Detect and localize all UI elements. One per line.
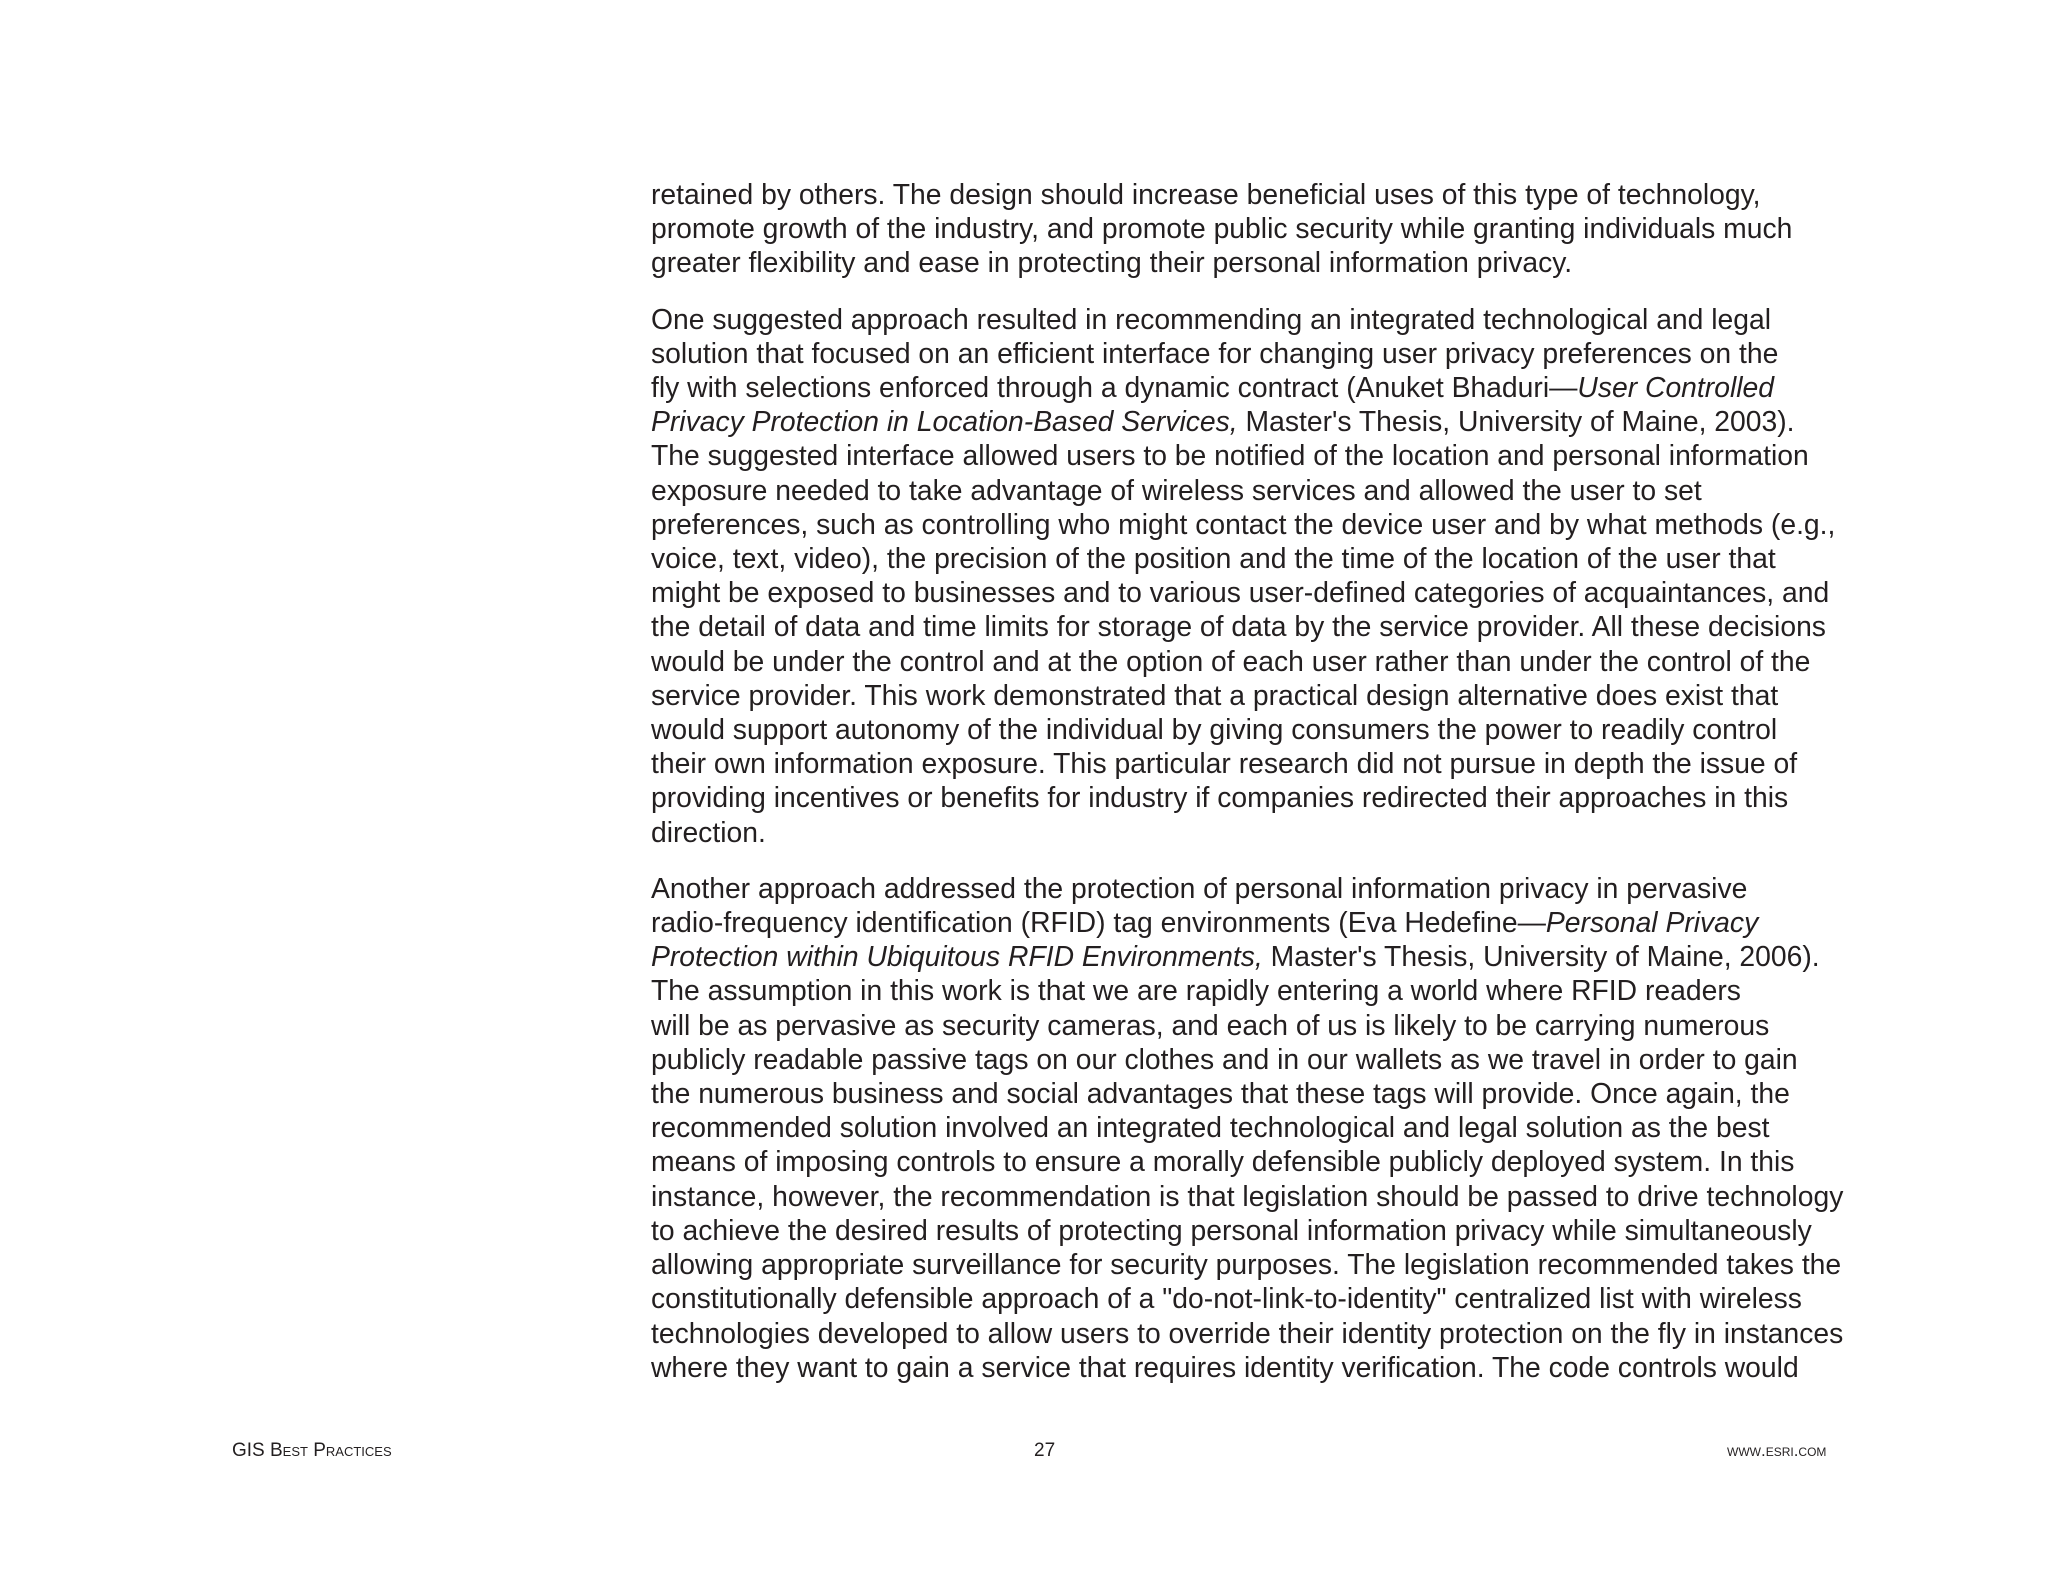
text-segment: might be exposed to businesses and to various user-defined categories of acquaintances, and	[651, 576, 1830, 609]
text-line	[651, 473, 1866, 507]
italic-citation-title: Personal Privacy	[1545, 906, 1759, 939]
text-line	[651, 712, 1866, 746]
text-segment: would be under the control and at the option of each user rather than under the control of the	[651, 644, 1811, 677]
text-segment: Master's Thesis, University of Maine, 2006).	[1262, 940, 1820, 973]
text-segment: instance, however, the recommendation is that legislation should be passed to drive technology	[651, 1179, 1844, 1212]
text-segment: One suggested approach resulted in recommending an integrated technological and legal	[651, 302, 1772, 335]
page-number: 27	[1034, 1440, 1056, 1461]
text-segment: voice, text, video), the precision of the position and the time of the location of the user that	[651, 542, 1776, 575]
text-segment: The suggested interface allowed users to be notified of the location and personal information	[651, 439, 1809, 472]
text-line	[651, 678, 1866, 712]
text-line	[651, 438, 1866, 472]
text-line	[651, 780, 1866, 814]
text-segment: providing incentives or benefits for industry if companies redirected their approaches in this	[651, 781, 1789, 814]
text-line	[651, 245, 1866, 279]
italic-citation-title: Protection within Ubiquitous RFID Environments,	[651, 940, 1263, 973]
text-segment: The assumption in this work is that we are rapidly entering a world where RFID readers	[651, 974, 1741, 1007]
text-line	[651, 507, 1866, 541]
text-segment: the detail of data and time limits for storage of data by the service provider. All these decisions	[651, 610, 1826, 643]
text-line	[651, 609, 1866, 643]
text-segment: solution that focused on an efficient interface for changing user privacy preferences on the	[651, 336, 1779, 369]
text-line	[651, 1008, 1866, 1042]
body-text	[651, 177, 1866, 1406]
text-line	[651, 1110, 1866, 1144]
text-line	[651, 404, 1866, 438]
text-line	[651, 1247, 1866, 1281]
text-segment: recommended solution involved an integrated technological and legal solution as the best	[651, 1111, 1770, 1144]
text-segment: publicly readable passive tags on our clothes and in our wallets as we travel in order to gain	[651, 1042, 1798, 1075]
text-segment: would support autonomy of the individual by giving consumers the power to readily control	[651, 713, 1778, 746]
text-segment: technologies developed to allow users to override their identity protection on the fly in instances	[651, 1316, 1844, 1349]
text-line	[651, 302, 1866, 336]
text-line	[651, 939, 1866, 973]
text-line	[651, 746, 1866, 780]
text-line	[651, 905, 1866, 939]
text-segment: constitutionally defensible approach of a "do-not-link-to-identity" centralized list with wireless	[651, 1282, 1802, 1315]
text-segment: fly with selections enforced through a dynamic contract (Anuket Bhaduri—	[651, 371, 1578, 404]
text-segment: preferences, such as controlling who might contact the device user and by what methods (e.g.,	[651, 507, 1836, 540]
text-segment: their own information exposure. This particular research did not pursue in depth the issue of	[651, 747, 1798, 780]
paragraph	[651, 871, 1866, 1384]
text-line	[651, 815, 1866, 849]
text-segment: exposure needed to take advantage of wireless services and allowed the user to set	[651, 473, 1702, 506]
text-segment: where they want to gain a service that requires identity verification. The code controls would	[651, 1350, 1799, 1383]
text-line	[651, 575, 1866, 609]
text-line	[651, 1213, 1866, 1247]
text-segment: radio-frequency identification (RFID) tag environments (Eva Hedefine—	[651, 906, 1546, 939]
text-segment: allowing appropriate surveillance for security purposes. The legislation recommended takes the	[651, 1248, 1842, 1281]
text-line	[651, 871, 1866, 905]
text-segment: Master's Thesis, University of Maine, 2003).	[1237, 405, 1795, 438]
text-segment: service provider. This work demonstrated that a practical design alternative does exist that	[651, 678, 1779, 711]
text-line	[651, 1042, 1866, 1076]
footer-publication-title: GIS Best Practices	[232, 1440, 392, 1461]
text-line	[651, 1316, 1866, 1350]
text-segment: Another approach addressed the protection of personal information privacy in pervasive	[651, 871, 1748, 904]
text-segment: the numerous business and social advantages that these tags will provide. Once again, the	[651, 1077, 1790, 1110]
text-line	[651, 370, 1866, 404]
text-segment: greater flexibility and ease in protecting their personal information privacy.	[651, 246, 1573, 279]
text-segment: will be as pervasive as security cameras, and each of us is likely to be carrying numerous	[651, 1008, 1770, 1041]
paragraph	[651, 302, 1866, 849]
footer-website: www.esri.com	[1727, 1441, 1827, 1460]
text-line	[651, 211, 1866, 245]
text-line	[651, 541, 1866, 575]
italic-citation-title: Privacy Protection in Location-Based Services,	[651, 405, 1238, 438]
paragraph	[651, 177, 1866, 280]
text-segment: retained by others. The design should increase beneficial uses of this type of technology,	[651, 178, 1761, 210]
text-line	[651, 336, 1866, 370]
text-line	[651, 973, 1866, 1007]
italic-citation-title: User Controlled	[1577, 371, 1774, 404]
text-line	[651, 1281, 1866, 1315]
text-line	[651, 1179, 1866, 1213]
text-segment: means of imposing controls to ensure a morally defensible publicly deployed system. In this	[651, 1145, 1795, 1178]
text-line	[651, 644, 1866, 678]
text-segment: direction.	[651, 815, 766, 848]
text-segment: to achieve the desired results of protecting personal information privacy while simultaneously	[651, 1213, 1812, 1246]
text-line	[651, 1144, 1866, 1178]
text-segment: promote growth of the industry, and promote public security while granting individuals much	[651, 212, 1793, 245]
text-line	[651, 1350, 1866, 1384]
text-line	[651, 1076, 1866, 1110]
text-line	[651, 177, 1866, 211]
